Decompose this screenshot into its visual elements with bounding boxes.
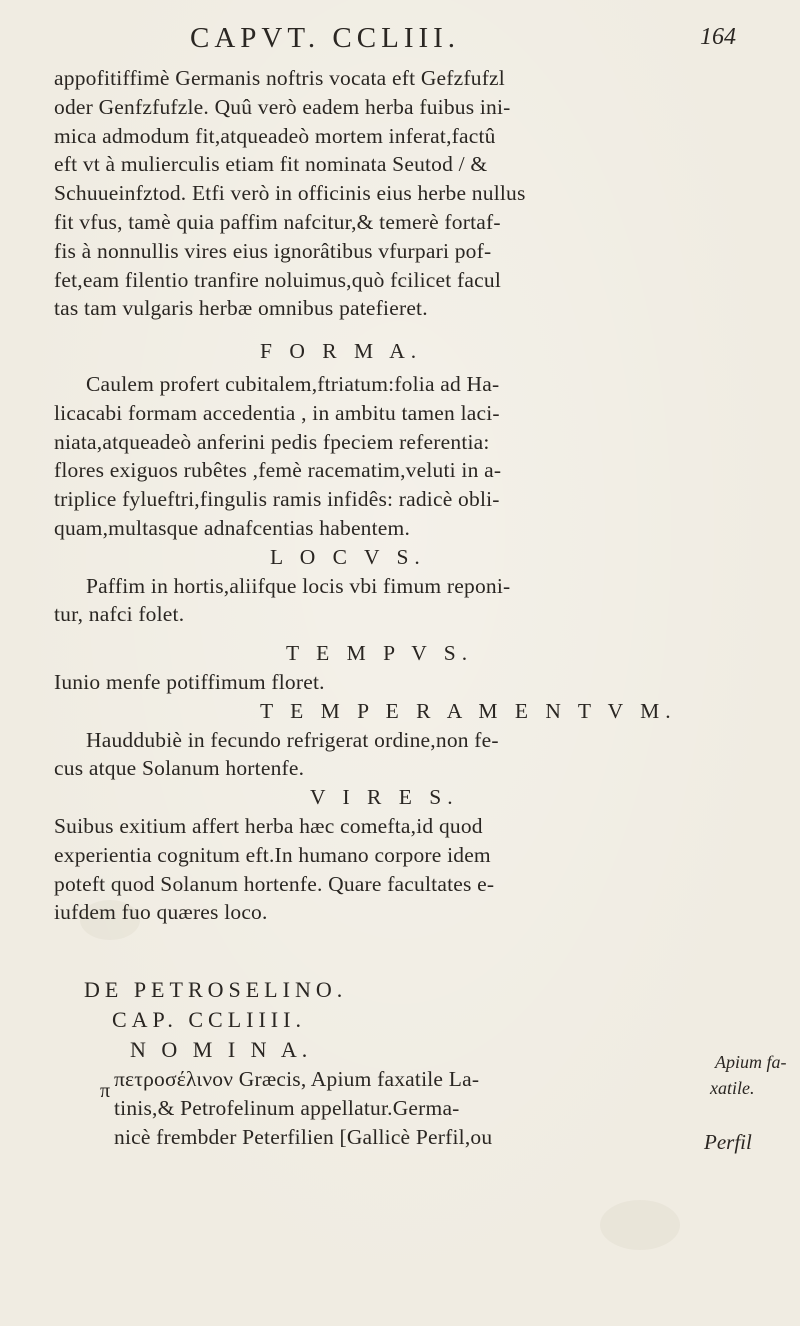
margin-note-line: Apium fa- xyxy=(715,1052,787,1072)
text-line: licacabi formam accedentia , in ambitu tamen laci- xyxy=(54,400,500,425)
text-line: mica admodum fit,atqueadeò mortem inferat,factû xyxy=(54,123,496,148)
text-line: appofitiffimè Germanis noftris vocata eft Gefzfufzl xyxy=(54,66,505,90)
text-line: Schuueinfztod. Etfi verò in officinis eius herbe nullus xyxy=(54,181,526,206)
page-number: 164 xyxy=(700,24,736,50)
section-heading-tempus: T E M P V S. xyxy=(286,641,474,666)
section-heading-locus: L O C V S. xyxy=(270,544,426,569)
text-line: cus atque Solanum hortenfe. xyxy=(54,756,305,781)
nomina-section xyxy=(54,1065,730,1151)
main-text xyxy=(54,64,730,1152)
chapter-number: CAP. CCLIIII. xyxy=(112,1007,306,1033)
locus-section xyxy=(54,572,730,630)
opening-paragraph xyxy=(54,64,730,323)
text-line: oder Genfzfufzle. Quû verò eadem herba fuibus ini- xyxy=(54,94,511,119)
text-line: tur, nafci folet. xyxy=(54,602,185,627)
text-line: quam,multasque adnafcentias habentem. xyxy=(54,515,411,540)
text-line: fit vfus, tamè quia paffim nafcitur,& temerè fortaf- xyxy=(54,209,501,234)
catchword: Perfil xyxy=(704,1130,752,1154)
section-heading-forma: F O R M A. xyxy=(260,339,423,364)
text-line: tas tam vulgaris herbæ omnibus patefieret. xyxy=(54,296,428,321)
temperamentum-section xyxy=(54,726,730,784)
section-heading-temperamentum: T E M P E R A M E N T V M. xyxy=(260,698,677,723)
text-line: Caulem profert cubitalem,ftriatum:folia ad Ha- xyxy=(86,371,500,396)
text-line: poteft quod Solanum hortenfe. Quare facultates e- xyxy=(54,871,495,896)
running-head: CAPVT. CCLIII. xyxy=(190,22,461,54)
text-line: tinis,& Petrofelinum appellatur.Germa- xyxy=(114,1095,460,1120)
text-line: experientia cognitum eft.In humano corpore idem xyxy=(54,842,491,867)
text-line: flores exiguos rubêtes ,femè racematim,veluti in a- xyxy=(54,458,502,483)
vires-section xyxy=(54,812,730,927)
text-line: iufdem fuo quæres loco. xyxy=(54,900,268,925)
text-line: nicè frembder Peterfilien [Gallicè Perfil,ou xyxy=(114,1124,493,1149)
text-line: Hauddubiè in fecundo refrigerat ordine,non fe- xyxy=(86,727,499,752)
text-line: triplice fylueftri,fingulis ramis infidês: radicè obli- xyxy=(54,487,500,512)
text-line: niata,atqueadeò anferini pedis fpeciem referentia: xyxy=(54,429,490,454)
text-line: Suibus exitium affert herba hæc comefta,id quod xyxy=(54,813,483,838)
chapter-title: DE PETROSELINO. xyxy=(84,977,348,1003)
text-line: fis à nonnullis vires eius ignorâtibus vfurpari pof- xyxy=(54,238,492,263)
text-line: fet,eam filentio tranfire noluimus,quò fcilicet facul xyxy=(54,267,502,292)
text-line: πετροσέλινον Græcis, Apium faxatile La- xyxy=(114,1067,480,1092)
section-heading-nomina: N O M I N A. xyxy=(130,1037,313,1063)
margin-symbol: π xyxy=(100,1080,111,1102)
text-line: Paffim in hortis,aliifque locis vbi fimum reponi- xyxy=(86,573,511,598)
paper-stain xyxy=(600,1200,680,1250)
margin-note-line: xatile. xyxy=(710,1078,755,1098)
text-line: eft vt à mulierculis etiam fit nominata Seutod / & xyxy=(54,152,488,177)
section-heading-vires: V I R E S. xyxy=(310,785,459,810)
forma-section xyxy=(54,370,730,543)
text-line: Iunio menfe potiffimum floret. xyxy=(54,669,325,694)
tempus-section xyxy=(54,668,730,697)
